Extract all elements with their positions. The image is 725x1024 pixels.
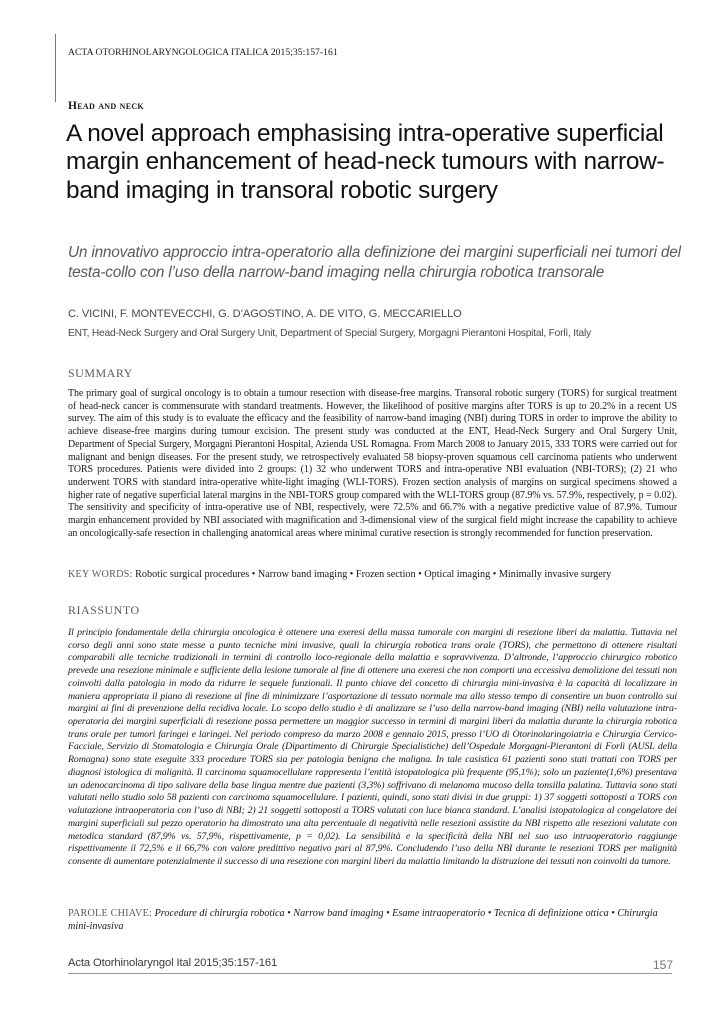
authors: C. VICINI, F. MONTEVECCHI, G. D’AGOSTINO, A. DE VITO, G. MECCARIELLO (68, 308, 462, 320)
affiliation: ENT, Head-Neck Surgery and Oral Surgery Unit, Department of Special Surgery, Morgagni Pierantoni Hospital, Forlì, Italy (68, 328, 591, 339)
footer-citation: Acta Otorhinolaryngol Ital 2015;35:157-161 (68, 957, 278, 969)
keywords-text: Robotic surgical procedures • Narrow band imaging • Frozen section • Optical imaging • Minimally invasive surgery (135, 569, 612, 580)
journal-header: ACTA OTORHINOLARYNGOLOGICA ITALICA 2015;35:157-161 (68, 47, 338, 58)
summary-text: The primary goal of surgical oncology is to obtain a tumour resection with disease-free margins. Transoral robotic surgery (TORS) for surgical treatment of head-neck cancer is commensurate with standard treatments. However, the likelihood of positive margins after TORS is up to 20.2% in a recent US survey. The aim of this study is to evaluate the efficacy and the feasibility of narrow-band imaging (NBI) during TORS in order to improve the ability to achieve disease-free margins during tumour excision. The present study was conducted at the ENT, Head-Neck Surgery and Oral Surgery Unit, Department of Special Surgery, Morgagni Pierantoni Hospital, Azienda USL Romagna. From March 2008 to January 2015, 333 TORS were carried out for malignant and benign diseases. For the present study, we retrospectively evaluated 58 biopsy-proven squamous cell carcinoma patients who underwent TORS procedures. Patients were divided into 2 groups: (1) 32 who underwent TORS and intra-operative NBI evaluation (NBI-TORS); (2) 21 who underwent TORS with standard intra-operative white-light imaging (WLI-TORS). Frozen section analysis of margins on surgical specimens showed a higher rate of negative superficial lateral margins in the NBI-TORS group compared with the WLI-TORS group (87.9% vs. 57.9%, respectively, p = 0.02). The sensitivity and specificity of intra-operative use of NBI, respectively, were 72.5% and 66.7% with a negative predictive value of 87.9%. Tumour margin enhancement provided by NBI associated with magnification and 3-dimensional view of the surgical field might increase the capability to achieve an oncologically-safe resection in challenging anatomical areas where minimal curative resection is strongly recommended for function preservation. (68, 388, 677, 539)
article-subtitle: Un innovativo approccio intra-operatorio alla definizione dei margini superficiali nei tumori del testa-collo con l’uso della narrow-band imaging nella chirurgia robotica transorale (68, 244, 681, 281)
riassunto-heading: RIASSUNTO (68, 603, 140, 617)
header-rule (55, 34, 56, 102)
parole-chiave-text: Procedure di chirurgia robotica • Narrow band imaging • Esame intraoperatorio • Tecnica di definizione ottica • Chirurgia mini-invasiva (68, 908, 658, 932)
summary-heading: SUMMARY (68, 366, 133, 380)
page-number: 157 (652, 958, 673, 972)
section-label: Head and neck (68, 100, 144, 112)
parole-chiave (68, 908, 677, 933)
keywords-label: KEY WORDS: (68, 569, 133, 580)
riassunto-text: Il principio fondamentale della chirurgia oncologica è ottenere una exeresi della massa tumorale con margini di resezione liberi da malattia. Tuttavia nel corso degli anni sono state messe a punto tecniche mini invasive, quali la chirurgia robotica trans orale (TORS), che permettono di ottenere risultati comparabili alle tecniche tradizionali in termini di controllo loco-regionale della malattia e sopravvivenza. D’altronde, l’approccio chirurgico robotico prevede una resezione minimale e sufficiente della lesione tumorale al fine di ottenere una exeresi che non comporti una eccessiva demolizione dei tessuti non coinvolti dalla patologia in modo da ridurre le sequele funzionali. Il punto chiave del concetto di chirurgia mini-invasiva è la capacità di localizzare in maniera appropriata il piano di resezione al fine di minimizzare l’asportazione di tessuto normale ma allo stesso tempo di consentire un buon controllo sui margini ai fini di prevenzione della recidiva locale. Lo scopo dello studio è di analizzare se l’uso della narrow-band imaging (NBI) nella valutazione intra-operatoria dei margini superficiali di resezione possa permettere un maggior successo in termini di margini liberi da malattia durante la chirurgia robotica trans orale per tumori faringei e laringei. Nel periodo compreso da marzo 2008 e gennaio 2015, presso l’UO di Otorinolaringoiatria e Chirurgia Cervico-Facciale, Servizio di Stomatologia e Chirurgia Orale (Dipartimento di Chirurgie Specialistiche) dell’Ospedale Morgagni-Pierantoni di Forlì (AUSL della Romagna) sono state eseguite 333 procedure TORS sia per patologia benigna che maligna. In tale casistica 61 pazienti sono stati trattati con TORS per diagnosi istologica di malignità. Il carcinoma squamocellulare rappresenta l’entità istopatologica più frequente (95,1%); solo un paziente(1,6%) presentava un adenocarcinoma di tipo salivare della base lingua mentre due pazienti (3,3%) soffrivano di melanoma mucoso della tonsilla palatina. Tuttavia sono stati valutati nello studio solo 58 pazienti con carcinoma squamocellulare. I pazienti, quindi, sono stati divisi in due gruppi: 1) 37 soggetti sottoposti a TORS con valutazione intraoperatoria con l’uso di NBI; 2) 21 soggetti sottoposti a TORS valutati con luce bianca standard. L’analisi istopatologica al congelatore dei margini superficiali sul pezzo operatorio ha dimostrato una alta percentuale di negatività nelle resezioni assistite da NBI rispetto alle resezioni valutate con metodica standard (87,9% vs. 57,9%, rispettivamente, p = 0,02). La sensibilità e la specificità della NBI nel suo uso intraoperatorio raggiunge rispettivamente il 72,5% e il 66,7% con valore predittivo negativo pari al 87,9%. Concludendo l’uso della NBI durante le resezioni TORS per malignità consente di aumentare potenzialmente il successo di una resezione con margini liberi da malattia limitando la distruzione dei tessuti non coinvolti da tumore. (68, 627, 677, 867)
footer-rule (68, 973, 672, 974)
article-title: A novel approach emphasising intra-operative superficial margin enhancement of head-neck tumours with narrow-band imaging in transoral robotic surgery (66, 120, 665, 204)
parole-chiave-label: PAROLE CHIAVE: (68, 908, 153, 919)
keywords (68, 569, 677, 582)
